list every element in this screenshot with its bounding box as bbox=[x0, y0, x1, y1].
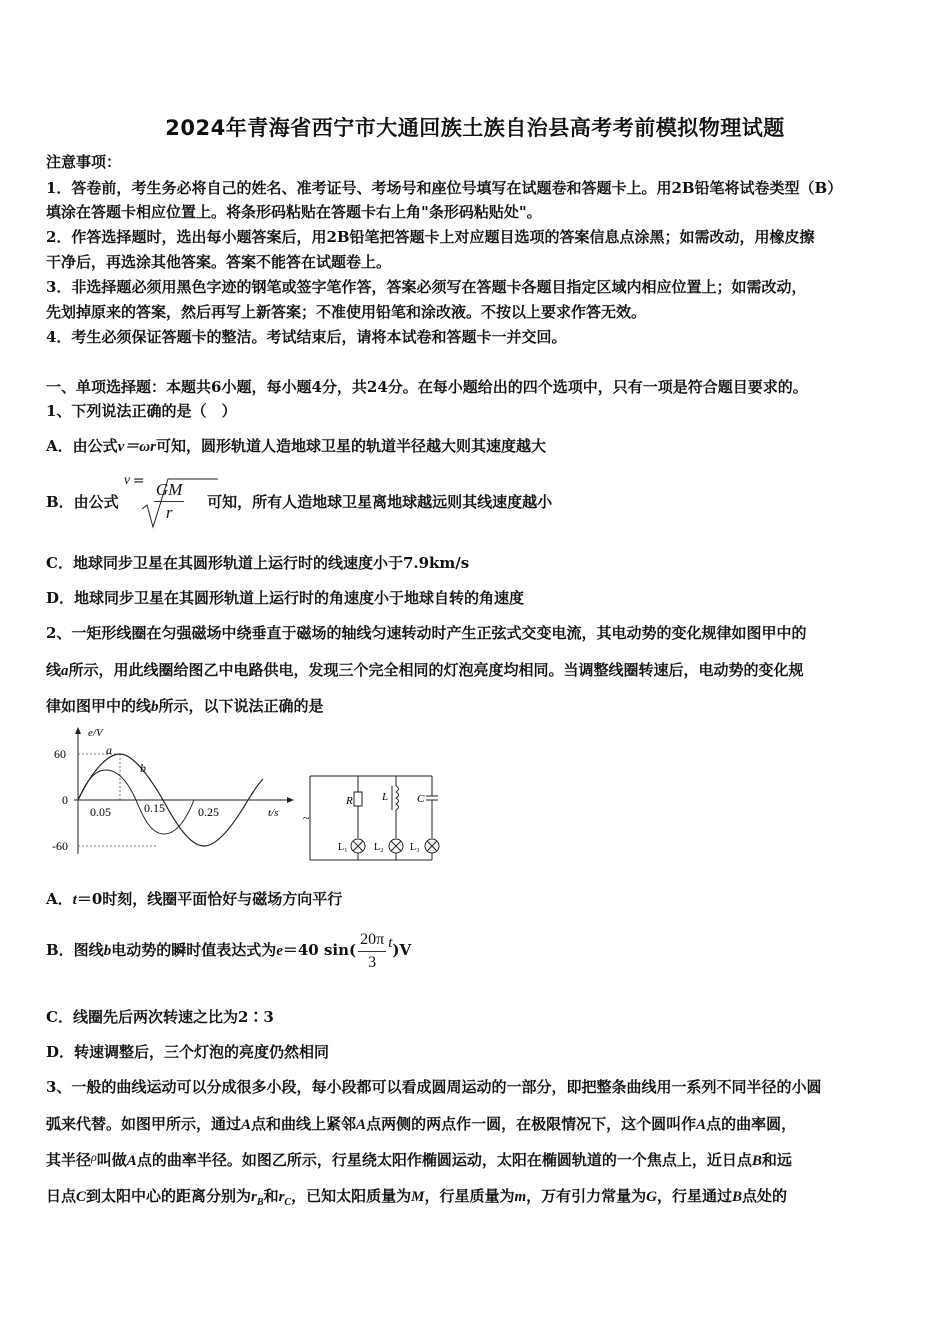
q3-l2-mid: 点和曲线上紧邻 bbox=[251, 1115, 357, 1133]
q3-l4-and: 和 bbox=[263, 1187, 279, 1205]
q3-line-1: 3、一般的曲线运动可以分成很多小段，每小段都可以看成圆周运动的一部分，即把整条曲线用一系列不同半径的小圆 bbox=[46, 1078, 822, 1096]
label-L1: L₁ bbox=[338, 842, 348, 853]
label-L2: L₂ bbox=[374, 842, 384, 853]
q3-l2-A: A bbox=[241, 1117, 252, 1133]
q3-l4-mid5: ，行星通过 bbox=[657, 1187, 733, 1205]
q3-l2-pre: 弧来代替。如图甲所示，通过 bbox=[46, 1115, 242, 1133]
q3-l3-rho: ρ bbox=[91, 1150, 97, 1164]
q1-b-fraction bbox=[154, 479, 184, 524]
q1-b-radical-top bbox=[168, 477, 218, 481]
q3-l2-A3: A bbox=[696, 1117, 707, 1133]
q2-option-c: C．线圈先后两次转速之比为2∶3 bbox=[46, 1008, 274, 1026]
figure-graph bbox=[48, 724, 298, 860]
q1-b-denominator: r bbox=[165, 503, 173, 522]
q3-l4-mid2: ，已知太阳质量为 bbox=[291, 1187, 412, 1205]
q3-l2-A2: A bbox=[356, 1117, 367, 1133]
q1-a-formula: v＝ωr bbox=[117, 439, 156, 455]
q3-l3-pre: 其半径 bbox=[46, 1151, 92, 1169]
q2-stem-line-1: 2、一矩形线圈在匀强磁场中绕垂直于磁场的轴线匀速转动时产生正弦式交变电流，其电动势的变化规律如图甲中的 bbox=[46, 624, 807, 642]
q3-l2-mid2: 点两侧的两点作一圆，在极限情况下，这个圆叫作 bbox=[366, 1115, 697, 1133]
q1-b-numerator: GM bbox=[154, 479, 184, 502]
inductor-L bbox=[396, 786, 399, 810]
q2-l2-a: a bbox=[61, 663, 69, 679]
q3-line-4 bbox=[46, 1186, 787, 1213]
graph-y-top: 60 bbox=[54, 747, 66, 761]
q1-b-formula bbox=[123, 473, 202, 529]
q2-stem-line-3 bbox=[46, 696, 324, 717]
notice-line-6: 先划掉原来的答案，然后再写上新答案；不准使用铅笔和涂改液。不按以上要求作答无效。 bbox=[46, 303, 647, 321]
q3-l3-B: B bbox=[751, 1153, 762, 1169]
notice-line-7: 4．考生必须保证答题卡的整洁。考试结束后，请将本试卷和答题卡一并交回。 bbox=[46, 328, 567, 346]
q2-b-mid: 电动势的瞬时值表达式为 bbox=[111, 941, 277, 959]
q2-b-post: )V bbox=[392, 941, 412, 959]
q3-l4-rC-sub: C bbox=[284, 1197, 292, 1208]
q2-l3-post: 所示，以下说法正确的是 bbox=[158, 697, 324, 715]
q3-line-3 bbox=[46, 1150, 792, 1171]
graph-ylabel: e/V bbox=[88, 727, 103, 739]
q3-l4-pre: 日点 bbox=[46, 1187, 77, 1205]
q3-l4-G: G bbox=[646, 1189, 657, 1205]
section-heading: 一、单项选择题：本题共6小题，每小题4分，共24分。在每小题给出的四个选项中，只有一项是符合题目要求的。 bbox=[46, 378, 808, 396]
q2-b-denominator: 3 bbox=[368, 953, 377, 971]
resistor-R bbox=[354, 792, 362, 806]
label-R: R bbox=[346, 795, 353, 807]
graph-x-arrow bbox=[287, 797, 294, 803]
q2-l3-b: b bbox=[151, 699, 159, 715]
graph-x-1: 0.05 bbox=[90, 805, 111, 819]
graph-y-zero: 0 bbox=[62, 793, 68, 807]
q3-l4-rB: r bbox=[251, 1189, 257, 1205]
q3-l4-C: C bbox=[76, 1189, 87, 1205]
q1-option-b bbox=[46, 472, 552, 532]
q3-l4-mid3: ，行星质量为 bbox=[424, 1187, 515, 1205]
q3-l2-post: 点的曲率圆， bbox=[706, 1115, 797, 1133]
q2-b-e: e bbox=[276, 943, 283, 959]
q1-b-prefix: B．由公式 bbox=[46, 493, 119, 511]
notice-line-3: 2．作答选择题时，选出每小题答案后，用2B铅笔把答题卡上对应题目选项的答案信息点涂黑；如需改动，用橡皮擦 bbox=[46, 228, 815, 246]
q2-b-prefix: B．图线 bbox=[46, 941, 104, 959]
q2-b-eq: ＝40 sin( bbox=[282, 941, 357, 959]
q3-l4-mid4: ，万有引力常量为 bbox=[526, 1187, 647, 1205]
curve-b bbox=[78, 770, 194, 834]
graph-x-2: 0.15 bbox=[144, 801, 165, 815]
q3-l4-post: 点处的 bbox=[742, 1187, 788, 1205]
graph-curve-b-label: b bbox=[140, 761, 146, 775]
q3-l4-m: m bbox=[514, 1189, 527, 1205]
q2-l2-pre: 线 bbox=[46, 661, 62, 679]
q1-b-eq: = bbox=[132, 473, 145, 489]
label-L: L bbox=[382, 791, 389, 803]
q1-option-c: C．地球同步卫星在其圆形轨道上运行时的线速度小于7.9km/s bbox=[46, 554, 470, 572]
q2-b-fraction bbox=[358, 929, 386, 974]
q2-option-d: D．转速调整后，三个灯泡的亮度仍然相同 bbox=[46, 1043, 330, 1061]
graph-y-arrow bbox=[75, 727, 81, 734]
q3-l3-mid2: 点的曲率半径。如图乙所示，行星绕太阳作椭圆运动，太阳在椭圆轨道的一个焦点上，近日点 bbox=[136, 1151, 752, 1169]
graph-x-3: 0.25 bbox=[198, 805, 219, 819]
graph-xlabel: t/s bbox=[268, 807, 279, 819]
q2-a-prefix: A． bbox=[46, 890, 73, 908]
q2-b-numerator: 20π bbox=[358, 929, 386, 952]
label-L3: L₃ bbox=[410, 842, 420, 853]
q3-line-2 bbox=[46, 1114, 796, 1135]
figure-circuit bbox=[300, 770, 450, 866]
q2-stem-line-2 bbox=[46, 660, 804, 681]
q3-l4-rB-sub: B bbox=[256, 1197, 264, 1208]
label-C: C bbox=[417, 793, 425, 805]
q1-a-text: 可知，圆形轨道人造地球卫星的轨道半径越大则其速度越大 bbox=[155, 437, 546, 455]
graph-y-bottom: -60 bbox=[52, 839, 68, 853]
q2-a-text: ＝0时刻，线圈平面恰好与磁场方向平行 bbox=[76, 890, 343, 908]
graph-curve-a-label: a bbox=[106, 743, 112, 757]
circuit-source: ~ bbox=[303, 811, 310, 825]
q1-a-prefix: A．由公式 bbox=[46, 437, 118, 455]
q1-b-v: v bbox=[123, 473, 131, 488]
q2-option-a bbox=[46, 889, 342, 910]
q2-l2-post: 所示，用此线圈给图乙中电路供电，发现三个完全相同的灯泡亮度均相同。当调整线圈转速后，电动势的变化规 bbox=[68, 661, 804, 679]
page-title: 2024年青海省西宁市大通回族土族自治县高考考前模拟物理试题 bbox=[165, 116, 785, 140]
q3-l3-post: 和远 bbox=[761, 1151, 792, 1169]
q1-option-a bbox=[46, 436, 546, 457]
notice-line-4: 干净后，再选涂其他答案。答案不能答在试题卷上。 bbox=[46, 253, 392, 271]
q3-l4-rC: r bbox=[278, 1189, 285, 1205]
q2-l3-pre: 律如图甲中的线 bbox=[46, 697, 152, 715]
q3-l4-mid: 到太阳中心的距离分别为 bbox=[86, 1187, 252, 1205]
notice-heading: 注意事项： bbox=[46, 153, 122, 171]
q3-l3-mid: 叫做 bbox=[96, 1151, 127, 1169]
notice-line-5: 3．非选择题必须用黑色字迹的钢笔或签字笔作答，答案必须写在答题卡各题目指定区域内相应位置上；如需改动， bbox=[46, 278, 807, 296]
notice-line-1: 1．答卷前，考生务必将自己的姓名、准考证号、考场号和座位号填写在试题卷和答题卡上。用2B铅笔将试卷类型（B） bbox=[46, 179, 843, 197]
q1-b-text: 可知，所有人造地球卫星离地球越远则其线速度越小 bbox=[207, 493, 553, 511]
q2-a-t: t bbox=[72, 892, 77, 908]
q3-l3-A: A bbox=[126, 1153, 137, 1169]
q3-l4-M: M bbox=[411, 1189, 425, 1205]
q1-stem: 1、下列说法正确的是（ ） bbox=[46, 402, 237, 420]
q3-l4-B: B bbox=[732, 1189, 743, 1205]
q2-option-b bbox=[46, 922, 411, 978]
q1-option-d: D．地球同步卫星在其圆形轨道上运行时的角速度小于地球自转的角速度 bbox=[46, 589, 525, 607]
q2-b-t: t bbox=[388, 935, 393, 951]
q2-b-b: b bbox=[103, 943, 112, 959]
notice-line-2: 填涂在答题卡相应位置上。将条形码粘贴在答题卡右上角"条形码粘贴处"。 bbox=[46, 203, 542, 221]
